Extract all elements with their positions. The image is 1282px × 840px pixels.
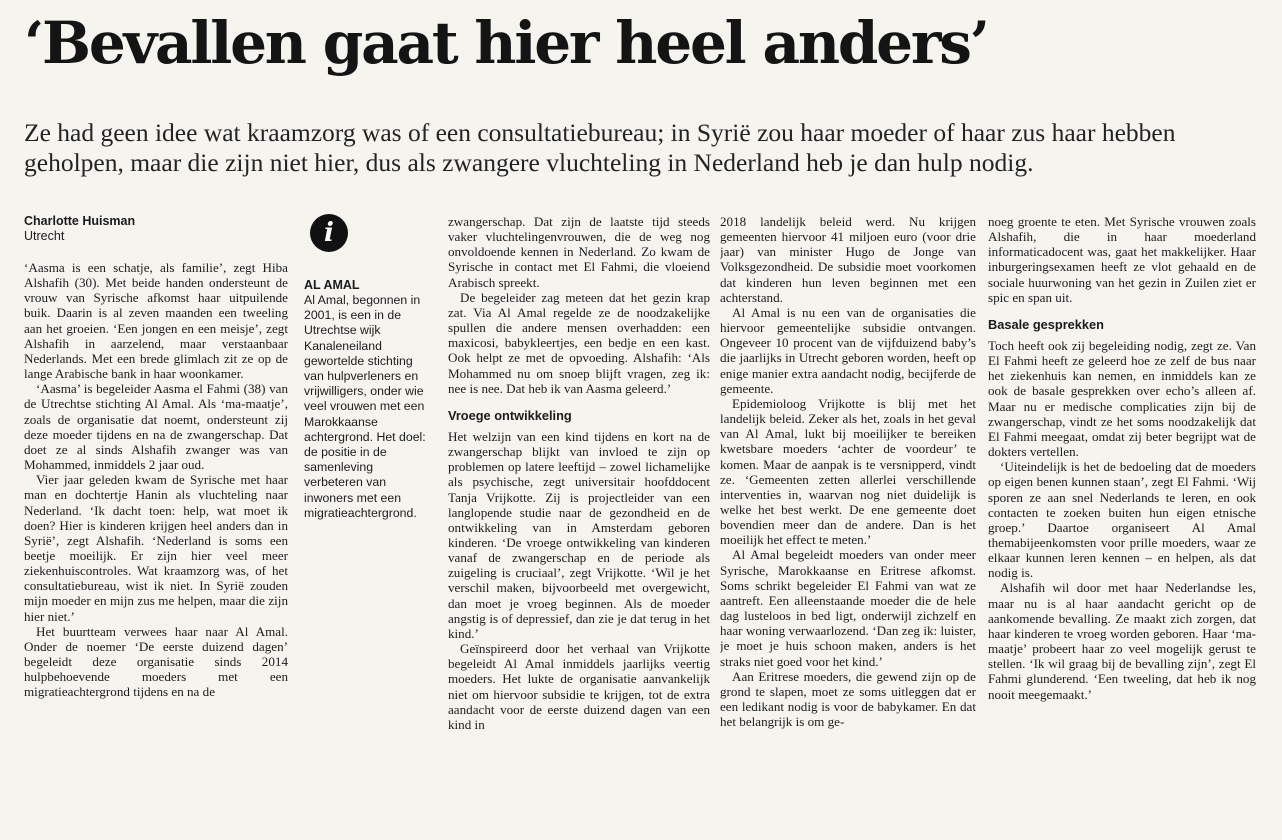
info-icon: i: [310, 214, 348, 252]
paragraph: Al Amal begeleidt moeders van onder meer Syrische, Marokkaanse en Eritrese afkomst. Soms schrikt begeleider El Fahmi van wat ze aantreft. Een alleenstaande moeder die de hele dag lusteloos in bed ligt, onderwijl zichzelf en haar woning verwaarlozend. ‘Dan zeg ik: luister, je moet je huis schoon maken, anders is het straks niet goed voor het kind.’: [720, 547, 976, 669]
headline: ‘Bevallen gaat hier heel anders’: [24, 9, 988, 77]
column-3: [448, 214, 710, 836]
paragraph: Geïnspireerd door het verhaal van Vrijkotte begeleidt Al Amal inmiddels jaarlijks veertig moeders. Het lukte de organisatie aanvankelijk niet om hiervoor subsidie te krijgen, tot de extra aandacht voor de eerste duizend dagen van een kind in: [448, 641, 710, 732]
dateline: Utrecht: [24, 229, 65, 243]
paragraph: Het buurtteam verwees haar naar Al Amal. Onder de noemer ‘De eerste duizend dagen’ begeleidt deze organisatie sinds 2014 hulpbehoevende moeders met een migratieachtergrond tijdens en na de: [24, 623, 288, 700]
paragraph: ‘Aasma’ is begeleider Aasma el Fahmi (38) van de Utrechtse stichting Al Amal. Als ‘ma-maatje’, zoals de organisatie dat noemt, ondersteunt zij deze moeder tijdens en na de zwangerschap. Dat doet ze al sinds Alshafih zwanger was van Mohammed, inmiddels 2 jaar oud.: [24, 381, 288, 473]
subheading: Vroege ontwikkeling: [448, 407, 572, 423]
info-box-text: Al Amal, begonnen in 2001, is een in de Utrechtse wijk Kanaleneiland gewortelde stichting van hulpverleners en vrijwilligers, onder wie veel vrouwen met een Marokkaanse achtergrond. Het doel: de positie in de samenleving verbeteren van inwoners met een migratieachtergrond.: [304, 293, 426, 520]
paragraph: Aan Eritrese moeders, die gewend zijn op de grond te slapen, moet ze soms uitleggen dat er een ledikant nodig is voor de babykamer. En dat het belangrijk is om ge-: [720, 668, 976, 730]
subheading: Basale gesprekken: [988, 316, 1104, 332]
info-box: [304, 214, 432, 521]
paragraph: Vier jaar geleden kwam de Syrische met haar man en dochtertje Hanin als vluchteling naar Nederland. ‘Ik dacht toen: help, wat moet ik doen? Hier is kinderen krijgen heel anders dan in Syrië’, zegt Alshafih. ‘Nederland is soms een beetje moeilijk. Er zijn hier veel meer ziekenhuiscontroles. Wat kraamzorg was, of het consultatiebureau, wist ik niet. In Syrië zouden mijn moeder en mijn zus me helpen, maar die zijn hier niet.’: [24, 472, 288, 624]
paragraph: ‘Aasma is een schatje, als familie’, zegt Hiba Alshafih (30). Met beide handen ondersteunt de vrouw van Syrische afkomst haar uitpuilende buik. Daarin is al zeven maanden een tweeling aan het groeien. ‘Een jongen en een meisje’, zegt Alshafih in aarzelend, maar verstaanbaar Nederlands. Met een brede glimlach zit ze op de lange Arabische bank in haar woonkamer.: [24, 260, 288, 382]
paragraph: Toch heeft ook zij begeleiding nodig, zegt ze. Van El Fahmi heeft ze geleerd hoe ze zelf de bus naar het ziekenhuis kan nemen, en inmiddels kan ze ook de basale gesprekken over echo’s alleen af. Maar nu er medische complicaties zijn bij de zwangerschap, vindt ze het soms noodzakelijk dat El Fahmi meegaat, omdat zij beter begrijpt wat de dokters vertellen.: [988, 337, 1256, 460]
info-box-title: AL AMAL: [304, 278, 360, 292]
column-5: [988, 214, 1256, 836]
column-1: [24, 214, 288, 836]
paragraph: Het welzijn van een kind tijdens en kort na de zwangerschap blijkt van invloed te zijn op problemen op latere leeftijd – zowel lichamelijke als psychische, zegt universitair hoofddocent Tanja Vrijkotte. Zij is projectleider van een langlopende studie naar de gezondheid en de ontwikkeling van in Amsterdam geboren kinderen. ‘De vroege ontwikkeling van kinderen vanaf de zwangerschap en de periode als zuigeling is cruciaal’, zegt Vrijkotte. ‘Wil je het verschil maken, bijvoorbeeld met overgewicht, dan moet je vroeg beginnen. Als de moeder angstig is of depressief, dan zie je dat terug in het kind.’: [448, 428, 710, 641]
paragraph: 2018 landelijk beleid werd. Nu krijgen gemeenten hiervoor 41 miljoen euro (voor drie jaar) van minister Hugo de Jonge van Volksgezondheid. De subsidie moet voorkomen dat kinderen hun leven beginnen met een achterstand.: [720, 214, 976, 305]
paragraph: Epidemioloog Vrijkotte is blij met het landelijk beleid. Zeker als het, zoals in het geval van Al Amal, lukt bij moeilijker te bereiken kwetsbare moeders ‘achter de voordeur’ te komen. Maar de aanpak is te versnipperd, vindt ze. ‘Gemeenten zetten allerlei verschillende interventies in, waarvan nog niet duidelijk is welke het best werkt. De ene gemeente doet bovendien meer dan de andere. Dan is het moeilijk het effect te meten.’: [720, 395, 976, 548]
paragraph: Al Amal is nu een van de organisaties die hiervoor gemeentelijke subsidie ontvangen. Ongeveer 10 procent van de vijfduizend baby’s die jaarlijks in Utrecht geboren worden, heeft op enige manier extra aandacht nodig, becijferde de gemeente.: [720, 304, 976, 396]
paragraph: zwangerschap. Dat zijn de laatste tijd steeds vaker vluchtelingenvrouwen, die de weg nog onvoldoende kennen in Nederland. Zo kwam de Syrische in contact met El Fahmi, die vloeiend Arabisch spreekt.: [448, 214, 710, 290]
paragraph: noeg groente te eten. Met Syrische vrouwen zoals Alshafih, die in haar moederland informaticadocent was, gaat het makkelijker. Haar inburgeringsexamen heeft ze vlot gehaald en de sociale huurwoning van het gezin in Zuilen ziet er spic en span uit.: [988, 214, 1256, 305]
intro-paragraph: Ze had geen idee wat kraamzorg was of een consultatiebureau; in Syrië zou haar moeder of haar zus haar hebben geholpen, maar die zijn niet hier, dus als zwangere vluchteling in Nederland heb je dan hulp nodig.: [24, 118, 1176, 177]
column-4: [720, 214, 976, 836]
paragraph: Alshafih wil door met haar Nederlandse les, maar nu is al haar aandacht gericht op de aankomende bevalling. Ze maakt zich zorgen, dat haar kinderen te vroeg worden geboren. Haar ‘ma-maatje’ probeert haar zo veel mogelijk gerust te stellen. ‘Ik wil graag bij de bevalling zijn’, zegt El Fahmi glunderend. ‘Een tweeling, dat heb ik nog nooit meegemaakt.’: [988, 580, 1256, 702]
paragraph: ‘Uiteindelijk is het de bedoeling dat de moeders op eigen benen kunnen staan’, zegt El Fahmi. ‘Wij sporen ze aan snel Nederlands te leren, en ook contacten te zoeken buiten hun eigen etnische groep.’ Daartoe organiseert Al Amal themabijeenkomsten voor prille moeders, waar ze elkaar kunnen leren kennen – en helpen, als dat nodig is.: [988, 459, 1256, 581]
author-name: Charlotte Huisman: [24, 214, 136, 228]
paragraph: De begeleider zag meteen dat het gezin krap zat. Via Al Amal regelde ze de noodzakelijke spullen die andere mensen overhadden: een maxicosi, babykleertjes, een bedje en een kast. Ook helpt ze met de opvoeding. Alshafih: ‘Als Mohammed nu om snoep blijft vragen, zeg ik: nee is nee. Dat heb ik van Aasma geleerd.’: [448, 289, 710, 396]
